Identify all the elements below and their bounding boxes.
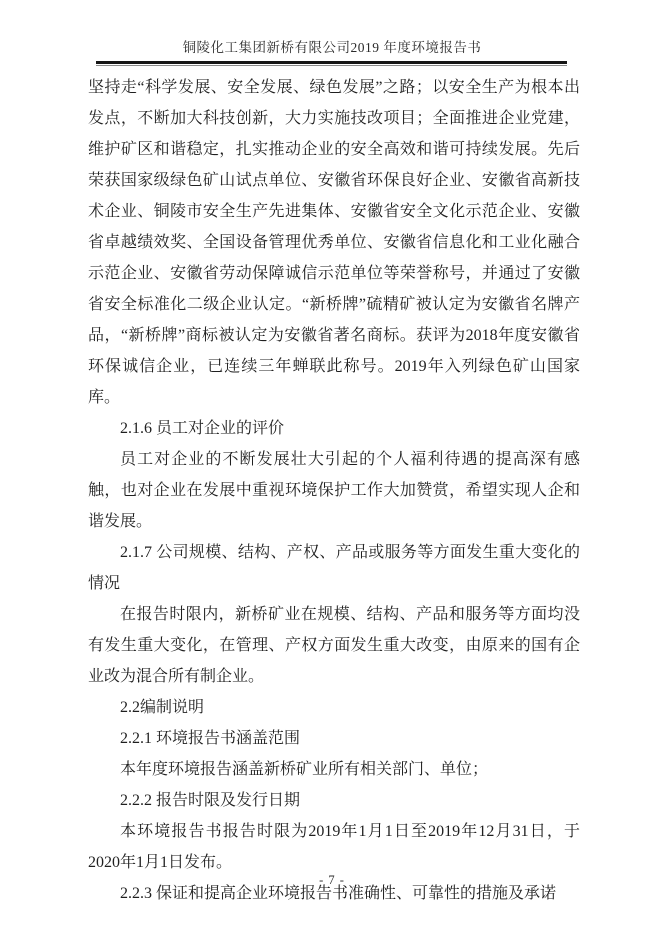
page-header-title: 铜陵化工集团新桥有限公司2019 年度环境报告书 (182, 40, 482, 55)
section-heading-2-2-2: 2.2.2 报告时限及发行日期 (120, 792, 301, 809)
paragraph-major-changes: 在报告时限内，新桥矿业在规模、结构、产品和服务等方面均没有发生重大变化，在管理、产权方面发生重大改变，由原来的国有企业改为混合所有制企业。 (88, 606, 580, 685)
document-body (88, 72, 580, 909)
section-heading-2-2-3: 2.2.3 保证和提高企业环境报告书准确性、可靠性的措施及承诺 (120, 885, 557, 902)
section-heading-2-1-6: 2.1.6 员工对企业的评价 (120, 420, 285, 437)
section-heading-2-2-1: 2.2.1 环境报告书涵盖范围 (120, 730, 301, 747)
page-number: - 7 - (319, 873, 345, 887)
paragraph-report-period: 本环境报告书报告时限为2019年1月1日至2019年12月31日，于2020年1月1日发布。 (88, 823, 580, 871)
section-heading-2-2: 2.2编制说明 (120, 699, 205, 716)
paragraph-employee-evaluation: 员工对企业的不断发展壮大引起的个人福利待遇的提高深有感触，也对企业在发展中重视环境保护工作大加赞赏，希望实现人企和谐发展。 (88, 451, 580, 530)
paragraph-report-scope: 本年度环境报告涵盖新桥矿业所有相关部门、单位； (120, 761, 489, 778)
paragraph-honors-continuation: 坚持走“科学发展、安全发展、绿色发展”之路；以安全生产为根本出发点，不断加大科技创新，大力实施技改项目；全面推进企业党建，维护矿区和谐稳定，扎实推动企业的安全高效和谐可持续发展。先后荣获国家级绿色矿山试点单位、安徽省环保良好企业、安徽省高新技术企业、铜陵市安全生产先进集体、安徽省安全文化示范企业、安徽省卓越绩效奖、全国设备管理优秀单位、安徽省信息化和工业化融合示范企业、安徽省劳动保障诚信示范单位等荣誉称号，并通过了安徽省安全标准化二级企业认定。“新桥牌”硫精矿被认定为安徽省名牌产品，“新桥牌”商标被认定为安徽省著名商标。获评为2018年度安徽省环保诚信企业，已连续三年蝉联此称号。2019年入列绿色矿山国家库。 (88, 79, 580, 406)
section-heading-2-1-7: 2.1.7 公司规模、结构、产权、产品或服务等方面发生重大变化的情况 (88, 544, 580, 592)
header-rule-divider (96, 61, 567, 66)
